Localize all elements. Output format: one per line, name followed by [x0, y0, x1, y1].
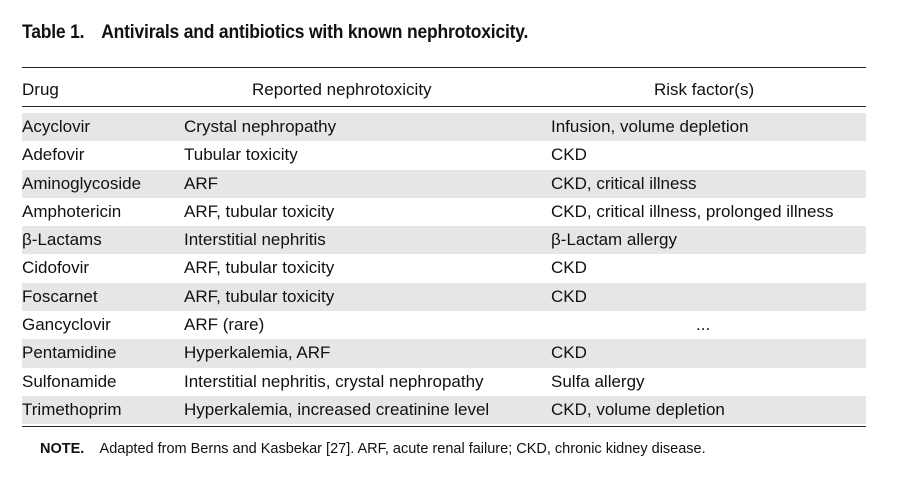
column-header-risk: Risk factor(s): [654, 80, 755, 99]
bottom-rule: [22, 426, 866, 427]
cell-nephrotoxicity: Interstitial nephritis, crystal nephropathy: [184, 371, 484, 391]
cell-drug: Adefovir: [22, 145, 85, 165]
table-label: Table 1.: [22, 22, 85, 43]
table-row: [22, 226, 866, 254]
table-row: [22, 254, 866, 282]
table-caption: [22, 22, 528, 44]
cell-risk: CKD: [551, 286, 587, 306]
cell-drug: Sulfonamide: [22, 371, 117, 391]
cell-nephrotoxicity: Crystal nephropathy: [184, 117, 337, 136]
cell-drug: Acyclovir: [22, 117, 91, 136]
cell-risk: β-Lactam allergy: [551, 230, 677, 250]
table-note: [40, 441, 706, 457]
cell-nephrotoxicity: Tubular toxicity: [184, 145, 298, 165]
column-header-drug: Drug: [22, 80, 59, 99]
cell-risk: CKD, volume depletion: [551, 399, 725, 419]
table-row: [22, 368, 866, 396]
table-row: [22, 396, 866, 424]
cell-nephrotoxicity: ARF (rare): [184, 315, 265, 335]
cell-drug: Gancyclovir: [22, 315, 111, 335]
cell-nephrotoxicity: Hyperkalemia, ARF: [184, 343, 331, 363]
cell-risk: CKD: [551, 145, 587, 165]
table-row: [22, 170, 866, 198]
note-label: NOTE.: [40, 441, 85, 457]
table-row: [22, 198, 866, 226]
cell-drug: Cidofovir: [22, 258, 90, 278]
table-row: [22, 339, 866, 367]
note-text: Adapted from Berns and Kasbekar [27]. ARF, acute renal failure; CKD, chronic kidney disease.: [99, 441, 706, 457]
cell-drug: Pentamidine: [22, 343, 117, 363]
table-row: [22, 283, 866, 311]
table-title: Antivirals and antibiotics with known nephrotoxicity.: [101, 22, 529, 43]
cell-nephrotoxicity: ARF: [184, 173, 218, 193]
cell-risk: CKD: [551, 258, 587, 278]
cell-nephrotoxicity: ARF, tubular toxicity: [184, 286, 335, 306]
cell-risk: CKD: [551, 343, 587, 363]
cell-risk: CKD, critical illness, prolonged illness: [551, 201, 834, 221]
header-rule: [22, 106, 866, 107]
cell-drug: Trimethoprim: [22, 399, 122, 419]
cell-drug: Aminoglycoside: [22, 173, 142, 193]
cell-risk: ...: [696, 315, 711, 335]
cell-nephrotoxicity: ARF, tubular toxicity: [184, 201, 335, 221]
cell-risk: CKD, critical illness: [551, 173, 697, 193]
cell-drug: Amphotericin: [22, 201, 122, 221]
cell-risk: Infusion, volume depletion: [551, 117, 749, 136]
cell-nephrotoxicity: ARF, tubular toxicity: [184, 258, 335, 278]
table-row: [22, 141, 866, 169]
table-row: [22, 113, 866, 141]
top-rule: [22, 67, 866, 68]
column-header-nephrotoxicity: Reported nephrotoxicity: [252, 80, 432, 99]
table-row: [22, 311, 866, 339]
cell-nephrotoxicity: Interstitial nephritis: [184, 230, 326, 250]
cell-nephrotoxicity: Hyperkalemia, increased creatinine level: [184, 399, 490, 419]
cell-drug: β-Lactams: [22, 230, 102, 250]
cell-drug: Foscarnet: [22, 286, 98, 306]
table-body: [22, 113, 866, 424]
cell-risk: Sulfa allergy: [551, 371, 645, 391]
